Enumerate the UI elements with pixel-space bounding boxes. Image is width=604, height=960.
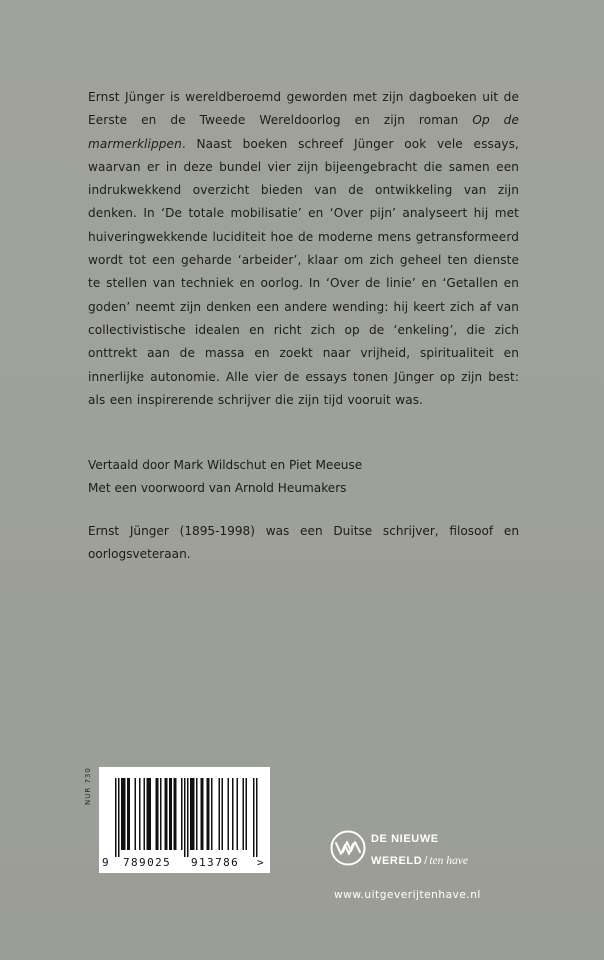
barcode-bar — [148, 778, 150, 850]
barcode-quiet-mark: > — [257, 856, 264, 869]
barcode-bar — [201, 778, 203, 850]
barcode-bar — [246, 778, 248, 850]
isbn-barcode — [99, 767, 270, 873]
barcode-digits-right: 913786 — [191, 856, 240, 869]
author-bio: Ernst Jünger (1895-1998) was een Duitse schrijver, filosoof en oorlogsveteraan. — [88, 524, 519, 562]
barcode-digits-left: 789025 — [123, 856, 172, 869]
barcode-graphic — [99, 767, 270, 873]
barcode-bar — [139, 778, 141, 850]
publisher-imprint: ten have — [429, 855, 468, 867]
blurb-part-2: . Naast boeken schreef Jünger ook vele essays, waarvan er in deze bundel vier zijn bijeengebracht die samen een indrukwekkend overzicht bieden van de ontwikkeling van zijn denken. In ‘De totale mobilisatie’ en ‘Over pijn’ analyseert hij met huiveringwekkende luciditeit hoe de moderne mens getransformeerd wordt tot een geharde ‘arbeider’, klaar om zich geheel ten dienste te stellen van techniek en oorlog. In ‘Over de linie’ en ‘Getallen en goden’ neemt zijn denken een andere wending: hij keert zich af van collectivistische idealen en richt zich op de ‘enkeling’, die zich onttrekt aan de massa en zoekt naar vrijheid, spiritualiteit en innerlijke autonomie. Alle vier de essays tonen Jünger op zijn best: als een inspirerende schrijver die zijn tijd vooruit was. — [88, 136, 519, 407]
barcode-bar — [207, 778, 209, 850]
barcode-bar — [160, 778, 162, 850]
barcode-bar — [193, 778, 195, 850]
barcode-bar — [196, 778, 198, 850]
barcode-bar — [190, 778, 192, 850]
barcode-bar — [144, 778, 146, 850]
barcode-bar — [211, 778, 213, 850]
barcode-bar — [169, 778, 171, 850]
barcode-bar — [127, 778, 129, 850]
barcode-bar — [237, 778, 239, 850]
barcode-bar — [175, 778, 177, 850]
publisher-name-line1: DE NIEUWE — [371, 833, 439, 845]
barcode-bar — [156, 778, 158, 850]
barcode-bar — [171, 778, 173, 850]
barcode-bar — [187, 778, 189, 857]
nw-circle-logo-icon — [330, 830, 366, 866]
novel-title: Op de marmerklippen — [88, 113, 519, 151]
barcode-bar — [232, 778, 234, 850]
blurb-part-1: Ernst Jünger is wereldberoemd geworden met zijn dagboeken uit de Eerste en de Tweede Wereldoorlog en zijn roman — [88, 90, 519, 128]
barcode-bar — [219, 778, 221, 850]
barcode-bar — [150, 778, 152, 850]
blurb-text — [88, 86, 519, 412]
publisher-website: www.uitgeverijtenhave.nl — [334, 889, 481, 901]
barcode-bar — [181, 778, 183, 850]
publisher-separator: / — [424, 855, 428, 867]
barcode-bar — [174, 778, 176, 850]
publisher-name-line2 — [371, 849, 468, 868]
barcode-bar — [118, 778, 120, 857]
barcode-bar — [121, 778, 123, 850]
barcode-bar — [165, 778, 167, 850]
barcode-bar — [135, 778, 137, 850]
barcode-bar — [202, 778, 204, 850]
barcode-bar — [166, 778, 168, 850]
barcode-bars — [115, 778, 258, 857]
credits — [88, 454, 519, 501]
barcode-bar — [129, 778, 131, 850]
foreword-credit: Met een voorwoord van Arnold Heumakers — [88, 481, 347, 496]
barcode-bar — [208, 778, 210, 850]
nur-code: NUR 730 — [84, 767, 92, 805]
barcode-bar — [243, 778, 245, 850]
barcode-bar — [123, 778, 125, 850]
barcode-bar — [124, 778, 126, 850]
barcode-bar — [115, 778, 117, 857]
publisher-name-wereld: WERELD — [371, 855, 423, 867]
publisher-block — [330, 827, 520, 871]
barcode-bar — [222, 778, 224, 850]
barcode-bar — [253, 778, 255, 857]
barcode-bar — [192, 778, 194, 850]
barcode-bar — [228, 778, 230, 850]
barcode-bar — [147, 778, 149, 850]
barcode-bar — [157, 778, 159, 850]
translators-credit: Vertaald door Mark Wildschut en Piet Meeuse — [88, 458, 363, 472]
barcode-bar — [184, 778, 186, 857]
barcode-digit-first: 9 — [102, 856, 109, 869]
barcode-bar — [256, 778, 258, 857]
